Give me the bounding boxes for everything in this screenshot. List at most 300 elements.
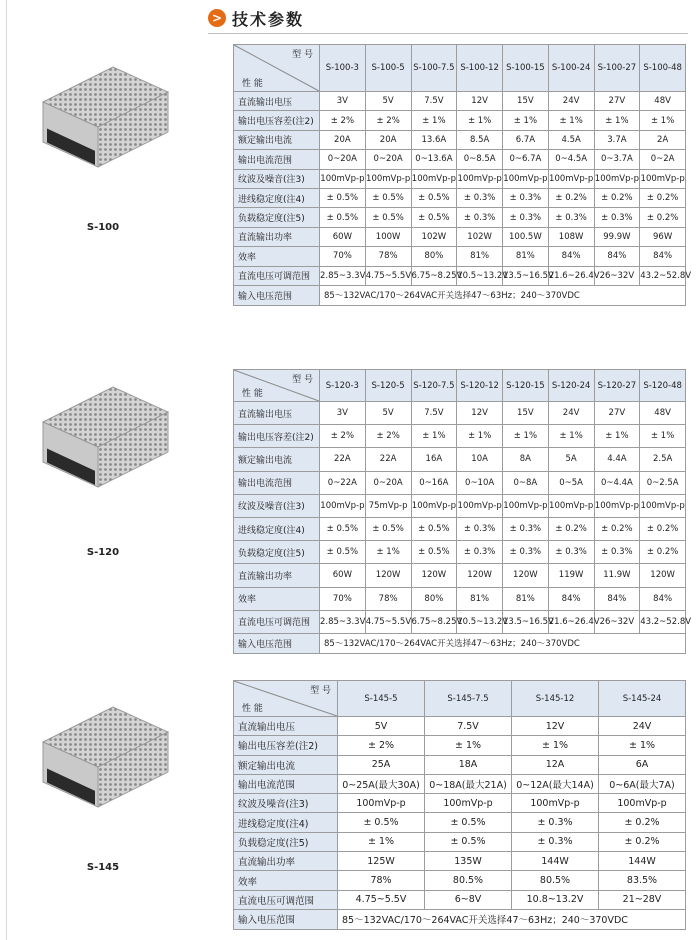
spec-value-cell: ± 0.3% xyxy=(457,208,503,227)
spec-value-cell: ± 1% xyxy=(425,736,512,755)
corner-performance-label: 性 能 xyxy=(242,389,263,399)
spec-value-cell: ± 0.5% xyxy=(365,208,411,227)
model-header-cell: S-120-7.5 xyxy=(411,370,457,402)
model-header-cell: S-120-12 xyxy=(457,370,503,402)
product-s100 xyxy=(28,62,178,247)
spec-row xyxy=(234,150,686,169)
spec-value-cell: 84% xyxy=(640,247,686,266)
spec-value-cell: 12V xyxy=(512,717,599,736)
spec-value-cell: ± 0.3% xyxy=(503,188,549,207)
spec-row xyxy=(234,564,686,587)
spec-value-cell: ± 1% xyxy=(594,111,640,130)
spec-label-cell: 负载稳定度(注5) xyxy=(234,208,320,227)
spec-value-cell: 0~13.6A xyxy=(411,150,457,169)
model-header-cell: S-145-5 xyxy=(338,681,425,717)
spec-value-cell: 7.5V xyxy=(411,402,457,425)
spec-value-cell: 120W xyxy=(503,564,549,587)
spec-value-cell: 100mVp-p xyxy=(365,169,411,188)
spec-value-cell: 100mVp-p xyxy=(594,169,640,188)
spec-value-cell: 12A xyxy=(512,755,599,774)
spec-value-cell: 13.5~16.5V xyxy=(503,266,549,285)
spec-value-cell: 102W xyxy=(457,227,503,246)
spec-value-cell: ± 1% xyxy=(365,541,411,564)
spec-value-cell: ± 1% xyxy=(411,111,457,130)
spec-value-cell: 5V xyxy=(338,717,425,736)
spec-value-cell: 70% xyxy=(320,247,366,266)
spec-value-cell: 27V xyxy=(594,92,640,111)
spec-value-cell: 100mVp-p xyxy=(457,169,503,188)
spec-label-cell: 直流输出电压 xyxy=(234,92,320,111)
spec-row xyxy=(234,448,686,471)
spec-value-cell: ± 0.3% xyxy=(594,541,640,564)
spec-value-cell: 0~2.5A xyxy=(640,471,686,494)
spec-value-cell: ± 0.5% xyxy=(411,517,457,540)
spec-value-cell: ± 1% xyxy=(457,425,503,448)
spec-label-cell: 效率 xyxy=(234,247,320,266)
spec-value-cell: 21.6~26.4V xyxy=(548,610,594,633)
spec-value-cell: 84% xyxy=(594,247,640,266)
spec-label-cell: 输出电压容差(注2) xyxy=(234,425,320,448)
spec-value-cell: 75mVp-p xyxy=(365,494,411,517)
corner-model-label: 型 号 xyxy=(292,50,313,60)
spec-value-cell: 100mVp-p xyxy=(548,169,594,188)
spec-row xyxy=(234,890,686,909)
arrow-right-icon: > xyxy=(208,9,226,27)
spec-value-cell: 15V xyxy=(503,402,549,425)
spec-value-cell: 0~16A xyxy=(411,471,457,494)
spec-value-cell: 144W xyxy=(599,852,686,871)
spec-label-cell: 输出电流范围 xyxy=(234,150,320,169)
product-label: S-120 xyxy=(86,547,120,558)
spec-label-cell: 输入电压范围 xyxy=(234,633,320,653)
spec-row xyxy=(234,717,686,736)
spec-value-cell: ± 0.2% xyxy=(640,541,686,564)
spec-value-cell: 2.85~3.3V xyxy=(320,610,366,633)
spec-value-cell: 13.6A xyxy=(411,130,457,149)
corner-cell xyxy=(234,370,320,402)
spec-label-cell: 直流电压可调范围 xyxy=(234,610,320,633)
spec-value-cell: 0~4.4A xyxy=(594,471,640,494)
spec-value-cell: 24V xyxy=(599,717,686,736)
power-supply-image xyxy=(33,382,173,492)
spec-value-cell: 43.2~52.8V xyxy=(640,610,686,633)
model-header-cell: S-120-5 xyxy=(365,370,411,402)
spec-value-cell: 0~20A xyxy=(365,150,411,169)
spec-row xyxy=(234,266,686,285)
spec-value-cell: ± 0.3% xyxy=(548,541,594,564)
spec-value-cell: 48V xyxy=(640,92,686,111)
spec-label-cell: 效率 xyxy=(234,587,320,610)
spec-value-cell: 25A xyxy=(338,755,425,774)
spec-value-cell: 15V xyxy=(503,92,549,111)
spec-value-cell: 96W xyxy=(640,227,686,246)
spec-value-cell: 100mVp-p xyxy=(640,494,686,517)
spec-value-cell: 100mVp-p xyxy=(503,169,549,188)
model-header-row xyxy=(234,370,686,402)
spec-label-cell: 输入电压范围 xyxy=(234,285,320,305)
spec-value-cell: 5V xyxy=(365,92,411,111)
spec-value-cell: 84% xyxy=(548,247,594,266)
corner-performance-label: 性 能 xyxy=(242,704,263,714)
spec-value-cell: 70% xyxy=(320,587,366,610)
spec-value-cell: 7.5V xyxy=(425,717,512,736)
spec-row xyxy=(234,794,686,813)
spec-value-cell: 4.75~5.5V xyxy=(365,266,411,285)
spec-value-cell: 78% xyxy=(338,871,425,890)
spec-value-cell: ± 0.2% xyxy=(548,188,594,207)
spec-value-cell: 80.5% xyxy=(512,871,599,890)
spec-row xyxy=(234,755,686,774)
spec-value-cell: ± 0.3% xyxy=(503,208,549,227)
header-divider xyxy=(208,33,688,34)
spec-row xyxy=(234,402,686,425)
spec-value-cell: 100mVp-p xyxy=(599,794,686,813)
spec-value-cell: ± 0.5% xyxy=(411,541,457,564)
spec-label-cell: 输出电流范围 xyxy=(234,471,320,494)
spec-value-cell: 100mVp-p xyxy=(640,169,686,188)
page-left-rule xyxy=(6,0,7,940)
spec-value-cell: 100mVp-p xyxy=(425,794,512,813)
spec-value-cell: ± 0.5% xyxy=(411,208,457,227)
spec-value-cell: 2.5A xyxy=(640,448,686,471)
model-header-cell: S-100-3 xyxy=(320,45,366,92)
spec-value-cell: 78% xyxy=(365,247,411,266)
spec-row xyxy=(234,227,686,246)
spec-label-cell: 输出电压容差(注2) xyxy=(234,736,338,755)
spec-value-cell: ± 0.5% xyxy=(425,813,512,832)
spec-value-cell: 0~18A(最大21A) xyxy=(425,774,512,793)
spec-row xyxy=(234,736,686,755)
spec-value-cell: 0~6A(最大7A) xyxy=(599,774,686,793)
spec-value-cell: 120W xyxy=(640,564,686,587)
power-supply-image xyxy=(33,702,173,812)
model-header-cell: S-120-24 xyxy=(548,370,594,402)
spec-label-cell: 额定输出电流 xyxy=(234,448,320,471)
spec-label-cell: 纹波及噪音(注3) xyxy=(234,794,338,813)
spec-value-cell: 0~2A xyxy=(640,150,686,169)
spec-row xyxy=(234,247,686,266)
spec-value-cell: 81% xyxy=(503,247,549,266)
spec-value-cell: 125W xyxy=(338,852,425,871)
spec-value-cell: ± 1% xyxy=(503,111,549,130)
spec-value-cell: 100W xyxy=(365,227,411,246)
spec-value-cell: 0~5A xyxy=(548,471,594,494)
spec-value-cell: 0~8A xyxy=(503,471,549,494)
spec-value-cell: 26~32V xyxy=(594,266,640,285)
spec-value-cell: ± 0.3% xyxy=(503,517,549,540)
spec-value-cell: ± 0.3% xyxy=(512,832,599,851)
spec-row xyxy=(234,587,686,610)
spec-value-cell: ± 1% xyxy=(599,736,686,755)
model-header-cell: S-100-15 xyxy=(503,45,549,92)
spec-value-cell: ± 0.2% xyxy=(594,517,640,540)
spec-value-cell: 100mVp-p xyxy=(338,794,425,813)
spec-value-cell: 78% xyxy=(365,587,411,610)
spec-label-cell: 额定输出电流 xyxy=(234,130,320,149)
spec-label-cell: 直流输出功率 xyxy=(234,227,320,246)
spec-row xyxy=(234,111,686,130)
spec-value-cell: ± 0.5% xyxy=(365,517,411,540)
spec-value-cell: 99.9W xyxy=(594,227,640,246)
spec-value-cell: ± 0.3% xyxy=(457,517,503,540)
spec-label-cell: 负载稳定度(注5) xyxy=(234,832,338,851)
spec-value-cell: 2A xyxy=(640,130,686,149)
spec-value-cell: 26~32V xyxy=(594,610,640,633)
spec-value-cell: 8.5A xyxy=(457,130,503,149)
spec-value-cell: 83.5% xyxy=(599,871,686,890)
spec-row xyxy=(234,208,686,227)
spec-value-cell: 0~20A xyxy=(320,150,366,169)
spec-value-cell: 6A xyxy=(599,755,686,774)
spec-value-cell: 0~3.7A xyxy=(594,150,640,169)
spec-value-cell: 2.85~3.3V xyxy=(320,266,366,285)
product-label: S-100 xyxy=(86,222,120,233)
spec-value-cell: 0~6.7A xyxy=(503,150,549,169)
model-header-cell: S-100-7.5 xyxy=(411,45,457,92)
spec-value-cell: 48V xyxy=(640,402,686,425)
spec-value-cell: 7.5V xyxy=(411,92,457,111)
spec-value-cell: 60W xyxy=(320,227,366,246)
spec-value-cell: 100.5W xyxy=(503,227,549,246)
spec-value-cell: ± 0.3% xyxy=(512,813,599,832)
spec-value-cell: 3V xyxy=(320,402,366,425)
spec-label-cell: 输入电压范围 xyxy=(234,909,338,929)
spec-value-cell: 135W xyxy=(425,852,512,871)
spec-value-cell: ± 0.3% xyxy=(548,208,594,227)
spec-row xyxy=(234,471,686,494)
spec-value-cell: ± 0.5% xyxy=(320,541,366,564)
spec-row xyxy=(234,871,686,890)
spec-value-cell: 0~10A xyxy=(457,471,503,494)
spec-value-cell: 100mVp-p xyxy=(320,494,366,517)
spec-label-cell: 进线稳定度(注4) xyxy=(234,188,320,207)
spec-value-cell: 5V xyxy=(365,402,411,425)
spec-value-cell: ± 1% xyxy=(640,111,686,130)
spec-value-cell: 108W xyxy=(548,227,594,246)
spec-value-cell: 6.7A xyxy=(503,130,549,149)
spec-value-cell: 80% xyxy=(411,247,457,266)
spec-value-cell: 100mVp-p xyxy=(548,494,594,517)
spec-row xyxy=(234,832,686,851)
input-voltage-value: 85～132VAC/170～264VAC开关选择47～63Hz；240～370VDC xyxy=(320,633,686,653)
spec-value-cell: ± 1% xyxy=(594,425,640,448)
spec-value-cell: 4.75~5.5V xyxy=(338,890,425,909)
spec-value-cell: ± 1% xyxy=(548,425,594,448)
spec-value-cell: ± 2% xyxy=(365,425,411,448)
spec-value-cell: 119W xyxy=(548,564,594,587)
corner-model-label: 型 号 xyxy=(292,375,313,385)
section-header xyxy=(208,8,304,28)
spec-value-cell: 100mVp-p xyxy=(411,494,457,517)
spec-table-s120 xyxy=(233,369,692,654)
spec-value-cell: 22A xyxy=(320,448,366,471)
spec-label-cell: 负载稳定度(注5) xyxy=(234,541,320,564)
spec-row xyxy=(234,517,686,540)
spec-value-cell: ± 0.3% xyxy=(594,208,640,227)
corner-performance-label: 性 能 xyxy=(242,79,263,89)
spec-label-cell: 进线稳定度(注4) xyxy=(234,813,338,832)
spec-value-cell: ± 1% xyxy=(503,425,549,448)
corner-model-label: 型 号 xyxy=(310,686,331,696)
spec-value-cell: 100mVp-p xyxy=(503,494,549,517)
spec-value-cell: 21~28V xyxy=(599,890,686,909)
spec-label-cell: 纹波及噪音(注3) xyxy=(234,494,320,517)
corner-cell xyxy=(234,681,338,717)
spec-value-cell: 3V xyxy=(320,92,366,111)
model-header-cell: S-120-3 xyxy=(320,370,366,402)
spec-row xyxy=(234,774,686,793)
spec-value-cell: 80% xyxy=(411,587,457,610)
model-header-cell: S-100-27 xyxy=(594,45,640,92)
spec-value-cell: ± 0.5% xyxy=(411,188,457,207)
spec-row xyxy=(234,169,686,188)
spec-label-cell: 输出电压容差(注2) xyxy=(234,111,320,130)
spec-value-cell: 102W xyxy=(411,227,457,246)
spec-value-cell: 84% xyxy=(640,587,686,610)
spec-value-cell: ± 0.2% xyxy=(640,188,686,207)
spec-value-cell: 22A xyxy=(365,448,411,471)
spec-value-cell: ± 0.5% xyxy=(365,188,411,207)
model-header-row xyxy=(234,45,686,92)
spec-value-cell: ± 0.2% xyxy=(599,832,686,851)
spec-value-cell: 100mVp-p xyxy=(594,494,640,517)
model-header-cell: S-100-5 xyxy=(365,45,411,92)
spec-value-cell: 16A xyxy=(411,448,457,471)
spec-row xyxy=(234,494,686,517)
input-voltage-row xyxy=(234,909,686,929)
spec-label-cell: 直流输出电压 xyxy=(234,717,338,736)
spec-row xyxy=(234,852,686,871)
spec-value-cell: 11.9W xyxy=(594,564,640,587)
spec-label-cell: 直流输出功率 xyxy=(234,564,320,587)
spec-value-cell: 100mVp-p xyxy=(411,169,457,188)
spec-value-cell: 6~8V xyxy=(425,890,512,909)
spec-table-s145 xyxy=(233,680,686,930)
spec-value-cell: 4.5A xyxy=(548,130,594,149)
spec-value-cell: 10A xyxy=(457,448,503,471)
spec-value-cell: 0~8.5A xyxy=(457,150,503,169)
model-header-cell: S-145-12 xyxy=(512,681,599,717)
model-header-cell: S-100-48 xyxy=(640,45,686,92)
input-voltage-value: 85～132VAC/170～264VAC开关选择47～63Hz；240～370VDC xyxy=(320,285,686,305)
product-s145 xyxy=(28,702,178,887)
spec-label-cell: 直流输出电压 xyxy=(234,402,320,425)
spec-value-cell: ± 1% xyxy=(411,425,457,448)
spec-table-s100 xyxy=(233,44,692,306)
spec-value-cell: 24V xyxy=(548,402,594,425)
spec-value-cell: ± 1% xyxy=(457,111,503,130)
model-header-row xyxy=(234,681,686,717)
spec-value-cell: 120W xyxy=(365,564,411,587)
spec-row xyxy=(234,813,686,832)
spec-row xyxy=(234,425,686,448)
spec-value-cell: ± 1% xyxy=(512,736,599,755)
spec-value-cell: ± 0.3% xyxy=(457,541,503,564)
spec-value-cell: 120W xyxy=(411,564,457,587)
spec-value-cell: 81% xyxy=(457,587,503,610)
spec-value-cell: 144W xyxy=(512,852,599,871)
spec-label-cell: 直流电压可调范围 xyxy=(234,266,320,285)
spec-value-cell: 81% xyxy=(457,247,503,266)
spec-value-cell: 80.5% xyxy=(425,871,512,890)
spec-value-cell: 10.5~13.2V xyxy=(457,610,503,633)
input-voltage-row xyxy=(234,285,686,305)
spec-value-cell: ± 0.2% xyxy=(548,517,594,540)
spec-value-cell: 84% xyxy=(548,587,594,610)
spec-value-cell: 81% xyxy=(503,587,549,610)
spec-value-cell: 8A xyxy=(503,448,549,471)
spec-label-cell: 进线稳定度(注4) xyxy=(234,517,320,540)
model-header-cell: S-120-48 xyxy=(640,370,686,402)
spec-value-cell: 6.75~8.25V xyxy=(411,610,457,633)
model-header-cell: S-100-12 xyxy=(457,45,503,92)
spec-value-cell: ± 0.2% xyxy=(599,813,686,832)
spec-value-cell: 0~25A(最大30A) xyxy=(338,774,425,793)
spec-value-cell: ± 1% xyxy=(548,111,594,130)
spec-label-cell: 额定输出电流 xyxy=(234,755,338,774)
spec-value-cell: 27V xyxy=(594,402,640,425)
spec-value-cell: 20A xyxy=(320,130,366,149)
spec-row xyxy=(234,92,686,111)
spec-value-cell: ± 0.3% xyxy=(457,188,503,207)
spec-value-cell: ± 1% xyxy=(640,425,686,448)
spec-row xyxy=(234,130,686,149)
spec-value-cell: ± 2% xyxy=(320,111,366,130)
spec-row xyxy=(234,541,686,564)
spec-value-cell: 120W xyxy=(457,564,503,587)
model-header-cell: S-100-24 xyxy=(548,45,594,92)
model-header-cell: S-120-15 xyxy=(503,370,549,402)
spec-label-cell: 输出电流范围 xyxy=(234,774,338,793)
spec-value-cell: 100mVp-p xyxy=(457,494,503,517)
spec-value-cell: ± 2% xyxy=(320,425,366,448)
spec-value-cell: 0~12A(最大14A) xyxy=(512,774,599,793)
spec-row xyxy=(234,188,686,207)
input-voltage-row xyxy=(234,633,686,653)
spec-value-cell: 24V xyxy=(548,92,594,111)
spec-value-cell: ± 0.5% xyxy=(320,208,366,227)
spec-value-cell: 100mVp-p xyxy=(512,794,599,813)
spec-value-cell: 12V xyxy=(457,402,503,425)
spec-value-cell: 0~22A xyxy=(320,471,366,494)
spec-value-cell: ± 0.5% xyxy=(320,517,366,540)
spec-label-cell: 效率 xyxy=(234,871,338,890)
spec-value-cell: 10.5~13.2V xyxy=(457,266,503,285)
spec-value-cell: 6.75~8.25V xyxy=(411,266,457,285)
spec-value-cell: 4.4A xyxy=(594,448,640,471)
spec-value-cell: 0~4.5A xyxy=(548,150,594,169)
spec-value-cell: ± 0.2% xyxy=(640,208,686,227)
spec-value-cell: ± 2% xyxy=(338,736,425,755)
spec-value-cell: ± 0.5% xyxy=(338,813,425,832)
spec-value-cell: 0~20A xyxy=(365,471,411,494)
section-title: 技术参数 xyxy=(232,9,305,29)
power-supply-image xyxy=(33,62,173,172)
spec-value-cell: 100mVp-p xyxy=(320,169,366,188)
model-header-cell: S-145-7.5 xyxy=(425,681,512,717)
corner-cell xyxy=(234,45,320,92)
spec-value-cell: 60W xyxy=(320,564,366,587)
spec-value-cell: ± 0.5% xyxy=(425,832,512,851)
spec-value-cell: 13.5~16.5V xyxy=(503,610,549,633)
product-s120 xyxy=(28,382,178,567)
spec-value-cell: 18A xyxy=(425,755,512,774)
spec-label-cell: 纹波及噪音(注3) xyxy=(234,169,320,188)
spec-row xyxy=(234,610,686,633)
spec-label-cell: 直流输出功率 xyxy=(234,852,338,871)
spec-value-cell: ± 0.2% xyxy=(594,188,640,207)
spec-label-cell: 直流电压可调范围 xyxy=(234,890,338,909)
